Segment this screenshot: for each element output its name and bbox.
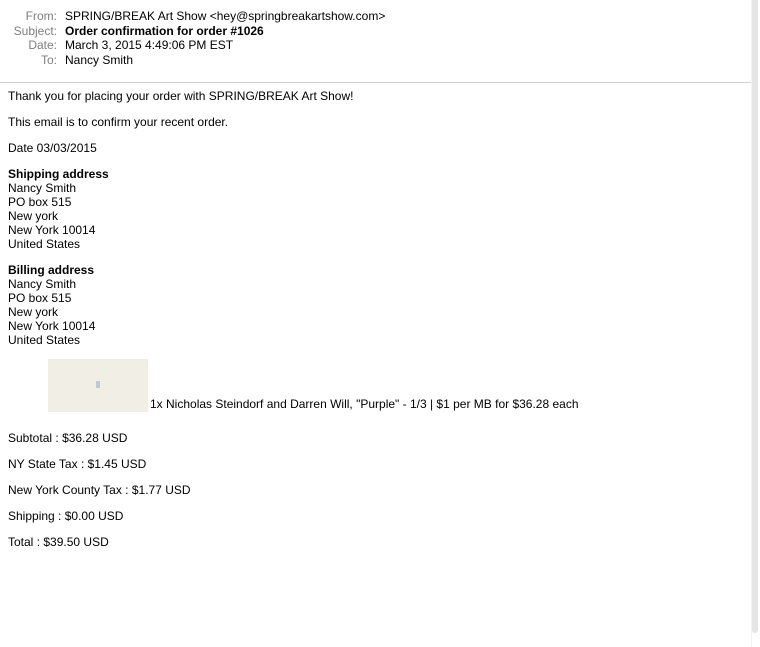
shipping-address-heading: Shipping address	[8, 167, 109, 181]
billing-state-zip: New York 10014	[8, 319, 96, 333]
billing-address-block	[8, 263, 752, 347]
from-value: SPRING/BREAK Art Show <hey@springbreakartshow.com>	[65, 9, 386, 23]
message-header	[0, 0, 760, 67]
date-value: March 3, 2015 4:49:06 PM EST	[65, 38, 234, 52]
to-label: To:	[40, 52, 57, 67]
shipping-cost-line	[8, 509, 752, 524]
shipping-address-block	[8, 167, 752, 251]
subtotal-line	[8, 431, 752, 446]
thumbnail-artifact	[96, 381, 100, 388]
state-tax-line	[8, 457, 752, 472]
total-line	[8, 535, 752, 550]
header-row-to	[0, 53, 760, 68]
shipping-country: United States	[8, 237, 81, 251]
shipping-street: PO box 515	[8, 195, 72, 209]
order-date-line: Date 03/03/2015	[8, 141, 97, 155]
separator: :	[54, 509, 65, 523]
intro-line-1: Thank you for placing your order with SPRING/BREAK Art Show!	[8, 89, 354, 103]
intro-line-2: This email is to confirm your recent order.	[8, 115, 229, 129]
subject-value: Order confirmation for order #1026	[65, 23, 264, 38]
date-label: Date:	[28, 38, 57, 52]
shipping-city: New york	[8, 209, 59, 223]
header-row-date	[0, 38, 760, 53]
billing-address-heading: Billing address	[8, 263, 95, 277]
order-item-description: 1x Nicholas Steindorf and Darren Will, "Purple" - 1/3 | $1 per MB for $36.28 each	[150, 397, 579, 411]
total-label: Total	[8, 535, 34, 549]
separator: :	[33, 535, 44, 549]
message-body	[0, 83, 760, 550]
county-tax-amount: $1.77 USD	[131, 483, 191, 497]
total-amount: $39.50 USD	[43, 535, 109, 549]
shipping-cost-amount: $0.00 USD	[64, 509, 124, 523]
shipping-cost-label: Shipping	[8, 509, 55, 523]
scrollbar-track[interactable]	[751, 0, 760, 647]
billing-city: New york	[8, 305, 59, 319]
header-row-subject	[0, 24, 760, 39]
order-item-row	[48, 359, 752, 412]
county-tax-line	[8, 483, 752, 498]
billing-country: United States	[8, 333, 81, 347]
artwork-thumbnail-image[interactable]	[48, 359, 148, 412]
state-tax-label: NY State Tax	[8, 457, 78, 471]
shipping-name: Nancy Smith	[8, 181, 77, 195]
from-label: From:	[25, 9, 57, 23]
subject-label: Subject:	[13, 23, 57, 38]
county-tax-label: New York County Tax	[8, 483, 122, 497]
billing-name: Nancy Smith	[8, 277, 77, 291]
state-tax-amount: $1.45 USD	[87, 457, 147, 471]
separator: :	[121, 483, 132, 497]
scrollbar-thumb[interactable]	[752, 0, 758, 633]
separator: :	[77, 457, 88, 471]
to-value: Nancy Smith	[65, 52, 134, 67]
subtotal-amount: $36.28 USD	[62, 431, 128, 445]
subtotal-label: Subtotal	[8, 431, 53, 445]
shipping-state-zip: New York 10014	[8, 223, 96, 237]
header-row-from	[0, 9, 760, 24]
separator: :	[52, 431, 63, 445]
billing-street: PO box 515	[8, 291, 72, 305]
order-totals	[8, 431, 752, 550]
